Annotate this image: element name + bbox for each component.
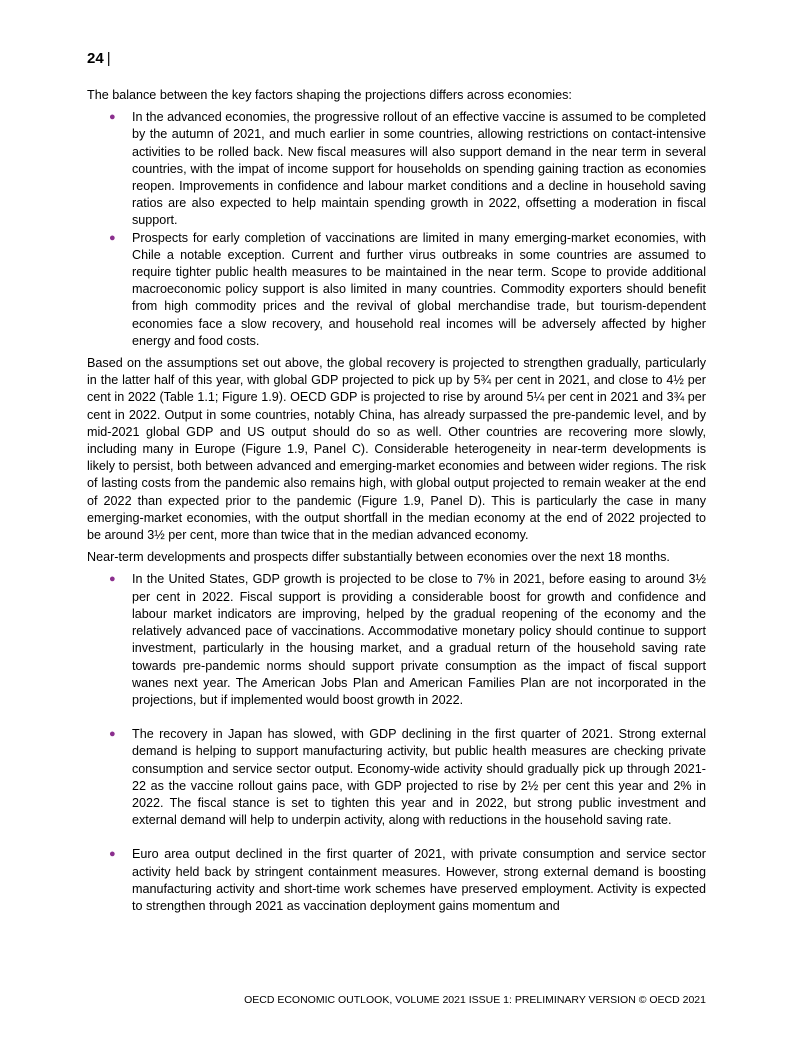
- main-content: [87, 87, 706, 920]
- page-number-separator: |: [106, 50, 111, 67]
- bullet-icon: ●: [109, 111, 116, 124]
- list-item: ● In the advanced economies, the progressive rollout of an effective vaccine is assumed to be completed by the autumn of 2021, and much earlier in some countries, allowing restrictions on contact-intensive activities to be rolled back. New fiscal measures will also support demand in the near term in several countries, with the impat of income support for households on spending gaining traction as economies reopen. Improvements in confidence and labour market conditions and a decline in household saving ratios are also expected to help maintain spending growth in 2022, offsetting a moderation in fiscal support.: [109, 110, 706, 228]
- bullet-icon: ●: [109, 573, 116, 586]
- list-item: ● In the United States, GDP growth is projected to be close to 7% in 2021, before easing to around 3½ per cent in 2022. Fiscal support is providing a considerable boost for growth and confidence and labour market indicators are improving, helped by the gradual reopening of the economy and the relatively advanced pace of vaccinations. Accommodative monetary policy should continue to support investment, particularly in the housing market, and a gradual return of the household saving rate towards pre-pandemic norms should support private consumption as the impact of fiscal support wanes next year. The American Jobs Plan and American Families Plan are not incorporated in the projections, but if implemented would boost growth in 2022.: [109, 572, 706, 707]
- page-footer: OECD ECONOMIC OUTLOOK, VOLUME 2021 ISSUE 1: PRELIMINARY VERSION © OECD 2021: [244, 994, 706, 1006]
- bullet-list-economies: [87, 571, 706, 915]
- bullet-icon: ●: [109, 231, 116, 244]
- page-number: 24 |: [87, 50, 111, 67]
- list-item: ● Prospects for early completion of vaccinations are limited in many emerging-market economies, with Chile a notable exception. Current and further virus outbreaks in some countries are assumed to require tighter public health measures to be maintained in the near term. Scope to provide additional macroeconomic policy support is also limited in many countries. Commodity exporters should benefit from high commodity prices and the revival of global merchandise trade, but tourism-dependent economies face a slow recovery, and household real incomes will be adversely affected by higher energy and food costs.: [109, 230, 706, 348]
- list-item: ● Euro area output declined in the first quarter of 2021, with private consumption and service sector activity held back by stringent containment measures. However, strong external demand is boosting manufacturing activity and short-time work schemes have preserved employment. Activity is expected to strengthen through 2021 as vaccination deployment gains momentum and: [109, 847, 706, 913]
- intro-paragraph: The balance between the key factors shaping the projections differs across economies:: [87, 88, 572, 102]
- projection-paragraph: Based on the assumptions set out above, the global recovery is projected to strengthen gradually, particularly in the latter half of this year, with global GDP projected to pick up by 5¾ per cent in 2021, and close to 4½ per cent in 2022 (Table 1.1; Figure 1.9). OECD GDP is projected to rise by around 5¼ per cent in 2021 and 3¾ per cent in 2022. Output in some countries, notably China, has already surpassed the pre-pandemic level, and by mid-2021 global GDP and US output should do so as well. Other countries are recovering more slowly, including many in Europe (Figure 1.9, Panel C). Considerable heterogeneity in near-term developments is likely to persist, both between advanced and emerging-market economies and between wider regions. The risk of lasting costs from the pandemic also remains high, with global output projected to remain weaker at the end of 2022 than expected prior to the pandemic (Figure 1.9, Panel D). This is particularly the case in many emerging-market economies, with the output shortfall in the median economy at the end of 2022 projected to be around 3½ per cent, more than twice that in the median advanced economy.: [87, 356, 706, 543]
- near-term-paragraph: Near-term developments and prospects differ substantially between economies over the next 18 months.: [87, 550, 670, 565]
- bullet-list-assumptions: [87, 109, 706, 350]
- bullet-icon: ●: [109, 728, 116, 741]
- list-item: ● The recovery in Japan has slowed, with GDP declining in the first quarter of 2021. Strong external demand is helping to support manufacturing activity, but public health measures are checking private consumption and service sector output. Economy-wide activity should gradually pick up through 2021-22 as the vaccine rollout gains pace, with GDP projected to rise by 2½ per cent this year and 2% in 2022. The fiscal stance is set to tighten this year and in 2022, but strong public investment and external demand will help to underpin activity, along with reductions in the household saving rate.: [109, 727, 706, 828]
- bullet-icon: ●: [109, 848, 116, 861]
